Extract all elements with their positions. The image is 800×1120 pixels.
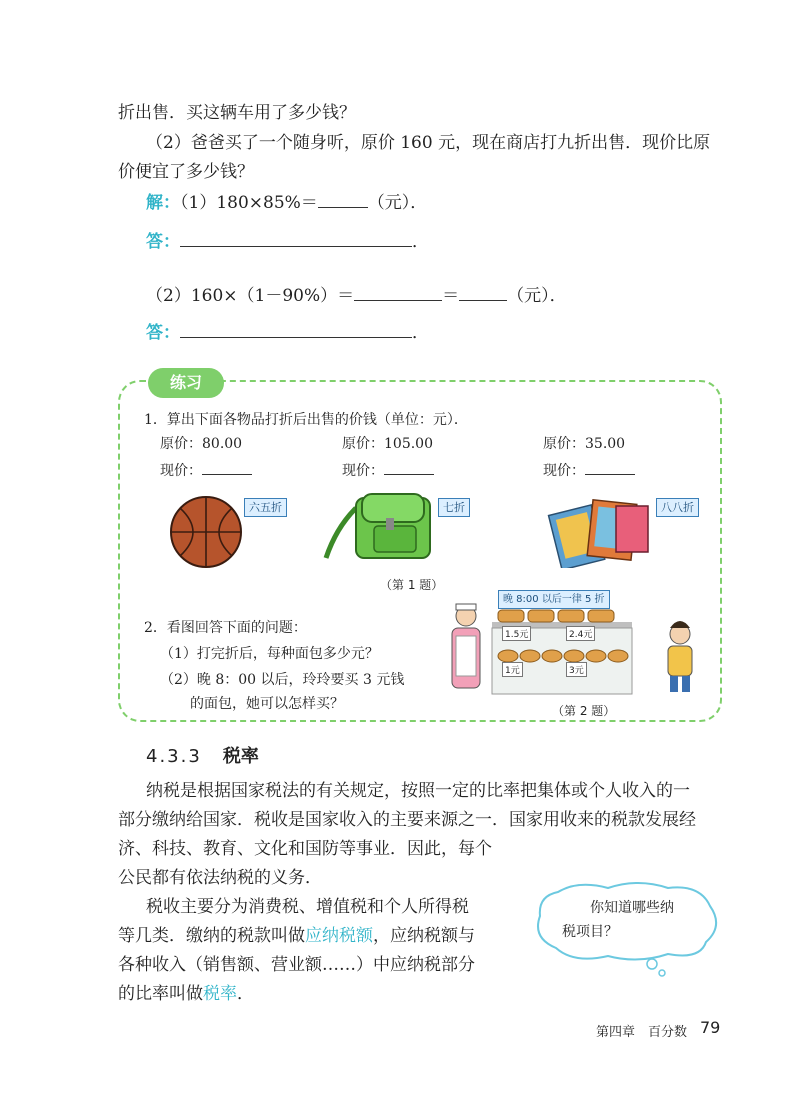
paragraph-line: 部分缴纳给国家．税收是国家收入的主要来源之一．国家用收来的税款发展经 <box>118 810 696 830</box>
discount-tag: 七折 <box>438 498 470 517</box>
answer-blank[interactable] <box>354 282 442 301</box>
paragraph-line: 公民都有依法纳税的义务． <box>118 868 322 888</box>
equation-2-suffix: （元）． <box>507 286 567 306</box>
key-term: 税率 <box>203 984 237 1004</box>
paragraph-line <box>118 922 475 951</box>
price-blank[interactable] <box>585 460 635 475</box>
original-price: 原价：35.00 <box>543 436 626 452</box>
answer-line-2 <box>146 319 429 345</box>
solution-label: 解： <box>146 193 180 213</box>
current-price-label: 现价： <box>160 463 202 479</box>
practice-tab: 练习 <box>148 368 224 398</box>
figure-caption: （第 1 题） <box>380 578 444 592</box>
price-tag: 2.4元 <box>566 626 595 641</box>
discount-tag: 六五折 <box>244 498 287 517</box>
question-2-sub: （2）晚 8：00 以后，玲玲要买 3 元钱 <box>160 672 405 688</box>
text-span: ． <box>237 984 254 1004</box>
section-title: 税率 <box>222 746 259 767</box>
answer-blank[interactable] <box>180 228 412 247</box>
paragraph-line: 纳税是根据国家税法的有关规定，按照一定的比率把集体或个人收入的一 <box>146 781 690 801</box>
solution-line-1 <box>146 189 427 215</box>
solution-line-2 <box>146 282 567 308</box>
answer-label: 答： <box>146 323 180 343</box>
current-price-row <box>342 460 434 481</box>
answer-blank[interactable] <box>180 319 412 338</box>
price-blank[interactable] <box>202 460 252 475</box>
question-1-text: 1．算出下面各物品打折后出售的价钱（单位：元）． <box>144 412 468 428</box>
question-2-sub: （1）打完折后，每种面包多少元？ <box>160 646 379 662</box>
section-heading <box>146 742 259 768</box>
answer-blank[interactable] <box>318 189 368 208</box>
bubble-text-line: 你知道哪些纳 <box>590 900 674 916</box>
figure-caption: （第 2 题） <box>552 704 616 718</box>
thought-bubble-shape <box>528 880 724 978</box>
section-number: 4.3.3 <box>146 746 202 767</box>
text-span: ，应纳税额与 <box>373 926 475 946</box>
paragraph-line: 各种收入（销售额、营业额……）中应纳税部分 <box>118 955 475 975</box>
key-term: 应纳税额 <box>305 926 373 946</box>
current-price-label: 现价： <box>342 463 384 479</box>
page-number: 79 <box>700 1018 721 1037</box>
price-tag: 3元 <box>566 662 587 677</box>
period: ． <box>412 323 429 343</box>
equation-1-prefix: （1）180×85%＝ <box>180 193 318 213</box>
current-price-row <box>543 460 635 481</box>
original-price: 原价：80.00 <box>160 436 243 452</box>
bakery-sign: 晚 8:00 以后一律 5 折 <box>498 590 610 609</box>
answer-line-1 <box>146 228 429 254</box>
picture-books-image <box>542 494 654 568</box>
question-2-text: 2．看图回答下面的问题： <box>144 620 307 636</box>
question-2-sub: 的面包，她可以怎样买？ <box>190 696 344 712</box>
backpack-image <box>322 488 440 566</box>
text-span: 等几类．缴纳的税款叫做 <box>118 926 305 946</box>
price-tag: 1.5元 <box>502 626 531 641</box>
equation-2-mid: ＝ <box>442 286 460 306</box>
answer-blank[interactable] <box>459 282 507 301</box>
problem-text-line: （2）爸爸买了一个随身听，原价 160 元，现在商店打九折出售．现价比原 <box>146 133 711 153</box>
current-price-label: 现价： <box>543 463 585 479</box>
paragraph-line <box>118 980 254 1009</box>
paragraph-line: 税收主要分为消费税、增值税和个人所得税 <box>146 897 469 917</box>
text-span: 的比率叫做 <box>118 984 203 1004</box>
problem-text-line: 价便宜了多少钱？ <box>118 162 254 182</box>
paragraph-line: 济、科技、教育、文化和国防等事业．因此，每个 <box>118 839 492 859</box>
discount-tag: 八八折 <box>656 498 699 517</box>
current-price-row <box>160 460 252 481</box>
price-blank[interactable] <box>384 460 434 475</box>
equation-2-prefix: （2）160×（1－90%）＝ <box>146 286 355 306</box>
price-tag: 1元 <box>502 662 523 677</box>
original-price: 原价：105.00 <box>342 436 433 452</box>
period: ． <box>412 232 429 252</box>
equation-1-suffix: （元）． <box>367 193 428 213</box>
answer-label: 答： <box>146 232 180 252</box>
bubble-text-line: 税项目？ <box>562 924 618 940</box>
problem-text-line: 折出售．买这辆车用了多少钱？ <box>118 103 356 123</box>
basketball-image <box>168 494 244 570</box>
chapter-label: 第四章 百分数 <box>596 1025 688 1040</box>
